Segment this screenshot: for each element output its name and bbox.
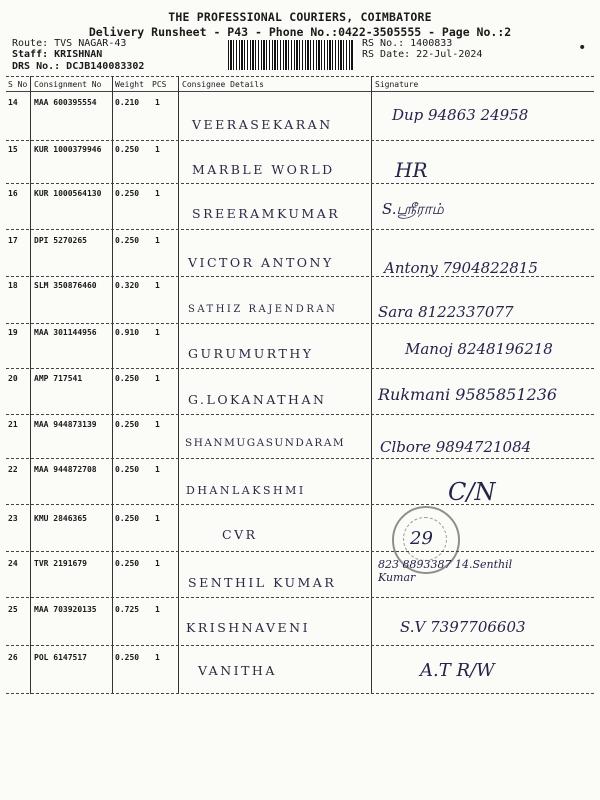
row-pcs: 1 bbox=[155, 559, 160, 568]
col-divider bbox=[178, 76, 179, 694]
row-consignee: DHANLAKSHMI bbox=[186, 484, 306, 497]
col-header-consignee: Consignee Details bbox=[182, 80, 264, 89]
col-divider bbox=[371, 76, 372, 694]
row-signature: HR bbox=[395, 158, 428, 182]
row-consignment: MAA 944872708 bbox=[34, 465, 97, 474]
row-divider bbox=[6, 693, 594, 694]
row-divider bbox=[6, 229, 594, 230]
col-header-sno: S No bbox=[8, 80, 28, 89]
row-consignment: KMU 2846365 bbox=[34, 514, 87, 523]
row-divider bbox=[6, 597, 594, 598]
row-divider bbox=[6, 504, 594, 505]
rs-number: RS No.: 1400833 bbox=[362, 38, 453, 49]
rs-date: RS Date: 22-Jul-2024 bbox=[362, 49, 483, 60]
row-consignee: MARBLE WORLD bbox=[192, 162, 335, 177]
row-signature: Clbore 9894721084 bbox=[380, 438, 532, 456]
row-sno: 19 bbox=[8, 328, 18, 337]
runsheet-subtitle: Delivery Runsheet - P43 - Phone No.:0422-3505555 - Page No.:2 bbox=[88, 25, 512, 39]
row-consignee: KRISHNAVENI bbox=[186, 620, 311, 635]
row-sno: 20 bbox=[8, 374, 18, 383]
row-signature: 29 bbox=[410, 528, 433, 549]
row-sno: 18 bbox=[8, 281, 18, 290]
row-consignment: AMP 717541 bbox=[34, 374, 83, 383]
row-divider bbox=[6, 414, 594, 415]
row-consignee: GURUMURTHY bbox=[188, 346, 314, 361]
row-consignment: KUR 1000564130 bbox=[34, 189, 102, 198]
row-consignee: CVR bbox=[222, 527, 258, 542]
row-pcs: 1 bbox=[155, 374, 160, 383]
row-consignee: G.LOKANATHAN bbox=[188, 392, 327, 407]
row-sno: 26 bbox=[8, 653, 18, 662]
barcode-image bbox=[228, 40, 354, 70]
row-divider bbox=[6, 276, 594, 277]
col-divider bbox=[112, 76, 113, 694]
row-consignee: SREERAMKUMAR bbox=[192, 206, 341, 221]
table-top-rule bbox=[6, 76, 594, 77]
row-weight: 0.250 bbox=[115, 189, 140, 198]
row-consignee: VANITHA bbox=[198, 663, 277, 678]
row-signature: Antony 7904822815 bbox=[384, 259, 538, 277]
row-sno: 15 bbox=[8, 145, 18, 154]
pen-mark-icon: • bbox=[578, 40, 587, 56]
row-divider bbox=[6, 458, 594, 459]
row-sno: 23 bbox=[8, 514, 18, 523]
runsheet-title: THE PROFESSIONAL COURIERS, COIMBATORE bbox=[168, 10, 432, 24]
row-weight: 0.250 bbox=[115, 559, 140, 568]
row-consignment: DPI 5270265 bbox=[34, 236, 87, 245]
row-consignee: SENTHIL KUMAR bbox=[188, 575, 337, 590]
row-signature: 823 8893387 14.Senthil Kumar bbox=[378, 558, 513, 584]
col-header-signature: Signature bbox=[375, 80, 419, 89]
row-consignment: MAA 944873139 bbox=[34, 420, 97, 429]
row-weight: 0.210 bbox=[115, 98, 140, 107]
row-weight: 0.320 bbox=[115, 281, 140, 290]
table-header-rule bbox=[6, 91, 594, 92]
row-divider bbox=[6, 323, 594, 324]
row-sno: 22 bbox=[8, 465, 18, 474]
row-sno: 17 bbox=[8, 236, 18, 245]
row-pcs: 1 bbox=[155, 281, 160, 290]
row-signature: Manoj 8248196218 bbox=[405, 340, 553, 358]
row-consignment: SLM 350876460 bbox=[34, 281, 97, 290]
row-signature: Dup 94863 24958 bbox=[392, 106, 529, 124]
col-header-pcs: PCS bbox=[152, 80, 167, 89]
row-consignment: MAA 703920135 bbox=[34, 605, 97, 614]
row-signature: S.V 7397706603 bbox=[400, 618, 526, 636]
row-pcs: 1 bbox=[155, 98, 160, 107]
row-consignment: POL 6147517 bbox=[34, 653, 87, 662]
row-consignment: KUR 1000379946 bbox=[34, 145, 102, 154]
row-consignee: SATHIZ RAJENDRAN bbox=[188, 304, 338, 315]
row-signature: Sara 8122337077 bbox=[378, 303, 514, 321]
row-signature: C/N bbox=[448, 478, 496, 506]
row-signature: S.ஸ்ரீராம் bbox=[382, 200, 444, 218]
row-divider bbox=[6, 368, 594, 369]
col-header-weight: Weight bbox=[115, 80, 144, 89]
row-weight: 0.250 bbox=[115, 374, 140, 383]
col-divider bbox=[30, 76, 31, 694]
row-weight: 0.250 bbox=[115, 420, 140, 429]
row-divider bbox=[6, 551, 594, 552]
row-weight: 0.250 bbox=[115, 236, 140, 245]
row-weight: 0.725 bbox=[115, 605, 140, 614]
staff-text: Staff: KRISHNAN bbox=[12, 49, 103, 60]
row-signature: A.T R/W bbox=[420, 660, 495, 681]
row-weight: 0.250 bbox=[115, 514, 140, 523]
row-consignment: MAA 301144956 bbox=[34, 328, 97, 337]
row-weight: 0.910 bbox=[115, 328, 140, 337]
row-sno: 25 bbox=[8, 605, 18, 614]
row-pcs: 1 bbox=[155, 605, 160, 614]
row-pcs: 1 bbox=[155, 420, 160, 429]
row-pcs: 1 bbox=[155, 328, 160, 337]
row-pcs: 1 bbox=[155, 236, 160, 245]
row-pcs: 1 bbox=[155, 465, 160, 474]
row-weight: 0.250 bbox=[115, 145, 140, 154]
row-pcs: 1 bbox=[155, 145, 160, 154]
row-consignee: VEERASEKARAN bbox=[192, 117, 333, 132]
row-divider bbox=[6, 183, 594, 184]
row-pcs: 1 bbox=[155, 653, 160, 662]
row-sno: 21 bbox=[8, 420, 18, 429]
row-consignee: VICTOR ANTONY bbox=[188, 255, 334, 270]
col-header-consignment: Consignment No bbox=[34, 80, 102, 89]
row-pcs: 1 bbox=[155, 514, 160, 523]
row-sno: 24 bbox=[8, 559, 18, 568]
row-weight: 0.250 bbox=[115, 465, 140, 474]
drs-number: DRS No.: DCJB140083302 bbox=[12, 61, 145, 72]
row-consignment: MAA 600395554 bbox=[34, 98, 97, 107]
row-divider bbox=[6, 645, 594, 646]
row-consignee: SHANMUGASUNDARAM bbox=[185, 437, 346, 449]
row-weight: 0.250 bbox=[115, 653, 140, 662]
row-sno: 16 bbox=[8, 189, 18, 198]
row-signature: Rukmani 9585851236 bbox=[378, 385, 558, 404]
row-pcs: 1 bbox=[155, 189, 160, 198]
row-sno: 14 bbox=[8, 98, 18, 107]
route-text: Route: TVS NAGAR-43 bbox=[12, 38, 127, 49]
row-divider bbox=[6, 140, 594, 141]
row-consignment: TVR 2191679 bbox=[34, 559, 87, 568]
